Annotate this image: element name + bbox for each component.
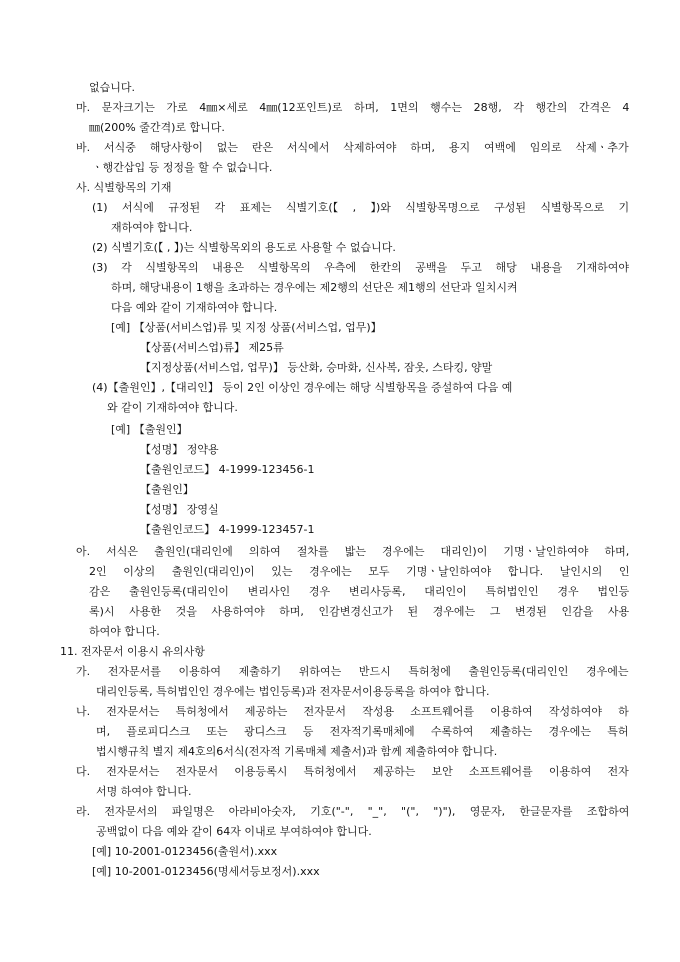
- subitem-1: (1) 서식에 규정된 각 표제는 식별기호(【 , 】)와 식별항목명으로 구성된 식별항목으로 기: [92, 201, 630, 214]
- text-line: 다음 예와 같이 기재하여야 합니다.: [111, 301, 278, 314]
- example-line: 【지정상품(서비스업, 업무)】 등산화, 승마화, 신사복, 잠옷, 스타킹, 양말: [140, 361, 493, 374]
- item-ra: 라. 전자문서의 파일명은 아라비아숫자, 기호("-", "_", "(", ")"), 영문자, 한글문자를 조합하여: [76, 805, 630, 818]
- subitem-4: (4)【출원인】,【대리인】 등이 2인 이상인 경우에는 해당 식별항목을 증설하여 다음 예: [92, 381, 513, 394]
- text-line: ㎜(200% 줄간격)로 합니다.: [89, 121, 225, 134]
- item-sa-heading: 사. 식별항목의 기재: [76, 181, 172, 194]
- example-line: [예] 【상품(서비스업)류 및 지정 상품(서비스업, 업무)】: [111, 321, 382, 334]
- item-ga: 가. 전자문서를 이용하여 제출하기 위하여는 반드시 특허청에 출원인등록(대리인인 경우에는: [76, 665, 629, 678]
- text-line: 서명 하여야 합니다.: [96, 785, 192, 798]
- text-line: 록)시 사용한 것을 사용하여야 하며, 인감변경신고가 된 경우에는 그 변경된 인감을 사용: [89, 605, 630, 618]
- subitem-3: (3) 각 식별항목의 내용은 식별항목의 우측에 한칸의 공백을 두고 해당 내용을 기재하여야: [92, 261, 629, 274]
- item-na: 나. 전자문서는 특허청에서 제공하는 전자문서 작성용 소프트웨어를 이용하여 작성하여야 하: [76, 705, 629, 718]
- text-line: 공백없이 다음 예와 같이 64자 이내로 부여하여야 합니다.: [96, 825, 372, 838]
- item-a: 아. 서식은 출원인(대리인에 의하여 절차를 밟는 경우에는 대리인)이 기명ㆍ날인하여야 하며,: [76, 545, 630, 558]
- filename-example: [예] 10-2001-0123456(출원서).xxx: [92, 845, 278, 858]
- text-line: 감은 출원인등록(대리인이 변리사인 경우 변리사등록, 대리인이 특허법인인 경우 법인등: [89, 585, 630, 598]
- text-line: 대리인등록, 특허법인인 경우에는 법인등록)과 전자문서이용등록을 하여야 합니다.: [96, 685, 490, 698]
- item-da: 다. 전자문서는 전자문서 이용등록시 특허청에서 제공하는 보안 소프트웨어를 이용하여 전자: [76, 765, 629, 778]
- item-ba: 바. 서식중 해당사항이 없는 란은 서식에서 삭제하여야 하며, 용지 여백에 임의로 삭제ㆍ추가: [76, 141, 629, 154]
- text-line: 와 같이 기재하여야 합니다.: [107, 401, 238, 414]
- example-line: [예] 【출원인】: [111, 423, 188, 436]
- text-line: 하여야 합니다.: [89, 625, 160, 638]
- text-line: 며, 플로피디스크 또는 광디스크 등 전자적기록매체에 수록하여 제출하는 경우에는 특허: [96, 725, 629, 738]
- text-line: 법시행규칙 별지 제4호의6서식(전자적 기록매체 제출서)과 함께 제출하여야 합니다.: [96, 745, 498, 758]
- example-line: 【출원인코드】 4-1999-123457-1: [140, 523, 315, 536]
- example-line: 【출원인】: [140, 483, 194, 496]
- subitem-2: (2) 식별기호(【 , 】)는 식별항목외의 용도로 사용할 수 없습니다.: [92, 241, 396, 254]
- example-line: 【출원인코드】 4-1999-123456-1: [140, 463, 315, 476]
- example-line: 【상품(서비스업)류】 제25류: [140, 341, 284, 354]
- section-11-heading: 11. 전자문서 이용시 유의사항: [60, 645, 205, 658]
- text-line: ㆍ행간삽입 등 정정을 할 수 없습니다.: [92, 161, 273, 174]
- text-line: 2인 이상의 출원인(대리인)이 있는 경우에는 모두 기명ㆍ날인하여야 합니다. 날인시의 인: [89, 565, 630, 578]
- example-line: 【성명】 장영실: [140, 503, 219, 516]
- text-line: 재하여야 합니다.: [111, 221, 193, 234]
- text-line: 없습니다.: [89, 81, 136, 94]
- item-ma: 마. 문자크기는 가로 4㎜×세로 4㎜(12포인트)로 하며, 1면의 행수는 28행, 각 행간의 간격은 4: [76, 101, 630, 114]
- example-line: 【성명】 정약용: [140, 443, 219, 456]
- text-line: 하며, 해당내용이 1행을 초과하는 경우에는 제2행의 선단은 제1행의 선단과 일치시켜: [111, 281, 518, 294]
- filename-example: [예] 10-2001-0123456(명세서등보정서).xxx: [92, 865, 320, 878]
